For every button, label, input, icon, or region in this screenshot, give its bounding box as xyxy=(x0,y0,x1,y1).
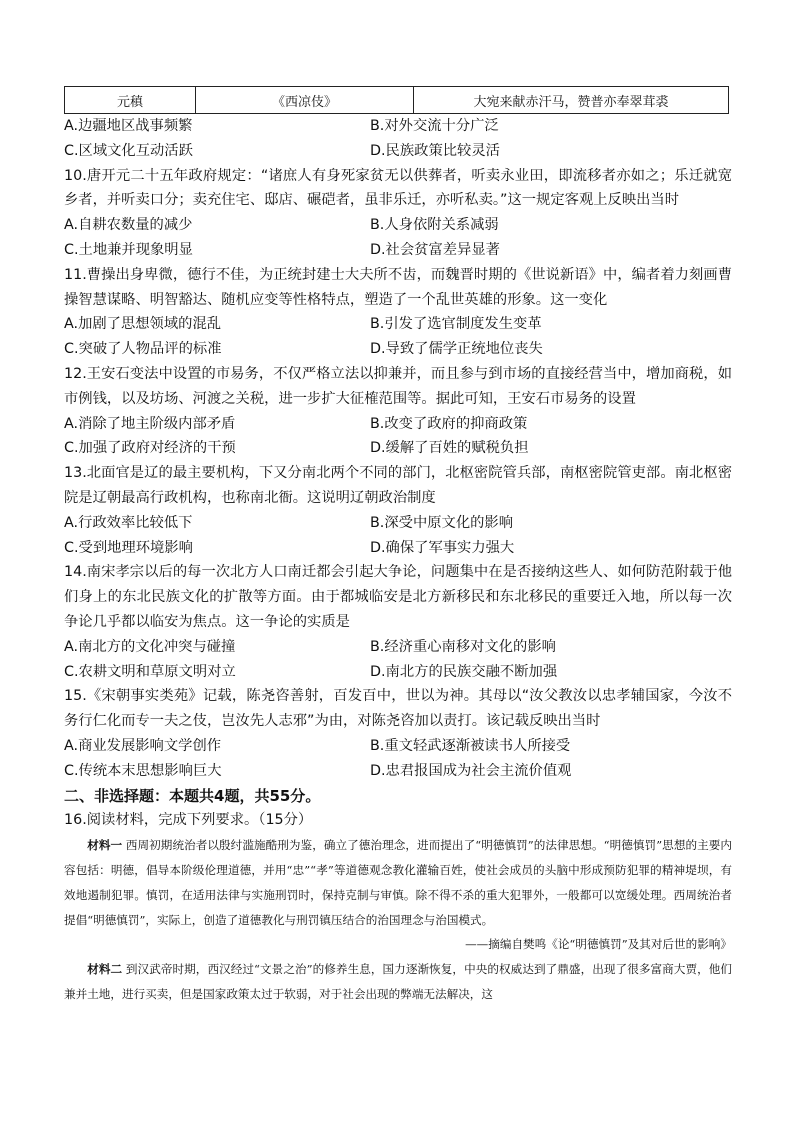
section-heading: 二、非选择题：本题共4题，共55分。 xyxy=(64,786,321,805)
q11-option-a: A.加剧了思想领域的混乱 xyxy=(64,316,222,333)
material-two-label: 材料二 xyxy=(87,962,123,977)
q10-option-a: A.自耕农数量的减少 xyxy=(64,217,193,234)
q15-option-d: D.忠君报国成为社会主流价值观 xyxy=(370,762,572,779)
q10-options xyxy=(64,213,732,263)
poetry-table xyxy=(64,86,729,114)
q16-stem: 16.阅读材料，完成下列要求。（15分） xyxy=(64,812,313,829)
q9-option-b: B.对外交流十分广泛 xyxy=(370,118,499,134)
q14-option-a: A.南北方的文化冲突与碰撞 xyxy=(64,638,236,655)
q11-stem: 11.曹操出身卑微，德行不佳，为正统封建士大夫所不齿，而魏晋时期的《世说新语》中，编者着力刻画曹操智慧谋略、明智豁达、随机应变等性格特点，塑造了一个乱世英雄的形象。这一变化 xyxy=(64,266,732,308)
q15-stem: 15.《宋朝事实类苑》记载，陈尧咨善射，百发百中，世以为神。其母以“汝父教汝以忠孝辅国家，今汝不务行仁化而专一夫之伎，岂汝先人志邪”为由，对陈尧咨加以责打。该记载反映出当时 xyxy=(64,688,732,730)
q11-options xyxy=(64,312,732,362)
q9-options xyxy=(64,114,732,164)
q11-option-d: D.导致了儒学正统地位丧失 xyxy=(370,341,543,358)
q12-option-a: A.消除了地主阶级内部矛盾 xyxy=(64,415,236,432)
material-two-text: 到汉武帝时期，西汉经过“文景之治”的修养生息，国力逐渐恢复，中央的权威达到了鼎盛，出现了很多富商大贾，他们兼并土地，进行买卖，但是国家政策太过于软弱，对于社会出现的弊端无法解决，这 xyxy=(64,962,732,1001)
q14-stem: 14.南宋孝宗以后的每一次北方人口南迁都会引起大争论，问题集中在是否接纳这些人、如何防范附载于他们身上的东北民族文化的扩散等方面。由于都城临安是北方新移民和东北移民的重要迁入地，所以每一次争论几乎都以临安为焦点。这一争论的实质是 xyxy=(64,564,732,630)
exam-content xyxy=(64,114,732,1007)
q12-option-b: B.改变了政府的抑商政策 xyxy=(370,415,528,432)
q10-option-d: D.社会贫富差异显著 xyxy=(370,241,500,258)
q14-option-b: B.经济重心南移对文化的影响 xyxy=(370,638,556,655)
q13-option-d: D.确保了军事实力强大 xyxy=(370,539,515,556)
table-cell-author: 元稹 xyxy=(65,87,196,114)
q13-stem: 13.北面官是辽的最主要机构，下又分南北两个不同的部门，北枢密院管兵部，南枢密院管吏部。南北枢密院是辽朝最高行政机构，也称南北衙。这说明辽朝政治制度 xyxy=(64,465,732,506)
q10-stem: 10.唐开元二十五年政府规定：“诸庶人有身死家贫无以供葬者，听卖永业田，即流移者亦如之；乐迁就宽乡者，并听卖口分；卖充住宅、邸店、碾硙者，虽非乐迁，亦听私卖。”这一规定客观上反映出当时 xyxy=(64,167,732,209)
q13-option-a: A.行政效率比较低下 xyxy=(64,514,193,531)
q12-options xyxy=(64,412,732,462)
q14-option-d: D.南北方的民族交融不断加强 xyxy=(370,663,558,680)
q15-option-c: C.传统本末思想影响巨大 xyxy=(64,762,222,779)
q9-option-d: D.民族政策比较灵活 xyxy=(370,142,500,159)
table-row xyxy=(65,87,729,114)
q10-option-c: C.土地兼并现象明显 xyxy=(64,241,193,258)
q15-option-a: A.商业发展影响文学创作 xyxy=(64,737,222,754)
q14-option-c: C.农耕文明和草原文明对立 xyxy=(64,663,236,680)
q14-options xyxy=(64,635,732,685)
material-one-label: 材料一 xyxy=(87,838,123,853)
material-one xyxy=(64,833,732,932)
q15-options xyxy=(64,734,732,784)
material-one-text: 西周初期统治者以殷纣滥施酷刑为鉴，确立了德治理念，进而提出了“明德慎罚”的法律思想。“明德慎罚”思想的主要内容包括：明德，倡导本阶级伦理道德，并用“忠”“孝”等道德观念教化灌输百姓，使社会成员的头脑中形成预防犯罪的精神堤坝，有效地遏制犯罪。慎罚，在适用法律与实施刑罚时，保持克制与审慎。除不得不杀的重大犯罪外，一般都可以宽缓处理。西周统治者提倡“明德慎罚”，实际上，创造了道德教化与刑罚镇压结合的治国理念与治国模式。 xyxy=(64,838,732,927)
q9-option-c: C.区域文化互动活跃 xyxy=(64,142,193,159)
q12-option-d: D.缓解了百姓的赋税负担 xyxy=(370,440,529,457)
material-one-source: ——摘编自樊鸣《论“明德慎罚”及其对后世的影响》 xyxy=(465,937,732,952)
q11-option-c: C.突破了人物品评的标准 xyxy=(64,341,222,358)
material-two xyxy=(64,957,732,1007)
q9-option-a: A.边疆地区战事频繁 xyxy=(64,118,193,134)
q12-stem: 12.王安石变法中设置的市易务，不仅严格立法以抑兼并，而且参与到市场的直接经营当中，增加商税，如市例钱，以及坊场、河渡之关税，进一步扩大征榷范围等。据此可知，王安石市易务的设置 xyxy=(64,365,732,407)
q13-option-b: B.深受中原文化的影响 xyxy=(370,514,514,531)
table-cell-verse: 大宛来献赤汗马，赞普亦奉翠茸裘 xyxy=(414,87,729,114)
q13-options xyxy=(64,511,732,561)
q11-option-b: B.引发了选官制度发生变革 xyxy=(370,316,542,333)
q10-option-b: B.人身依附关系减弱 xyxy=(370,217,499,234)
q13-option-c: C.受到地理环境影响 xyxy=(64,539,193,556)
q12-option-c: C.加强了政府对经济的干预 xyxy=(64,440,236,457)
table-cell-work: 《西凉伎》 xyxy=(196,87,414,114)
q15-option-b: B.重文轻武逐渐被读书人所接受 xyxy=(370,737,571,754)
